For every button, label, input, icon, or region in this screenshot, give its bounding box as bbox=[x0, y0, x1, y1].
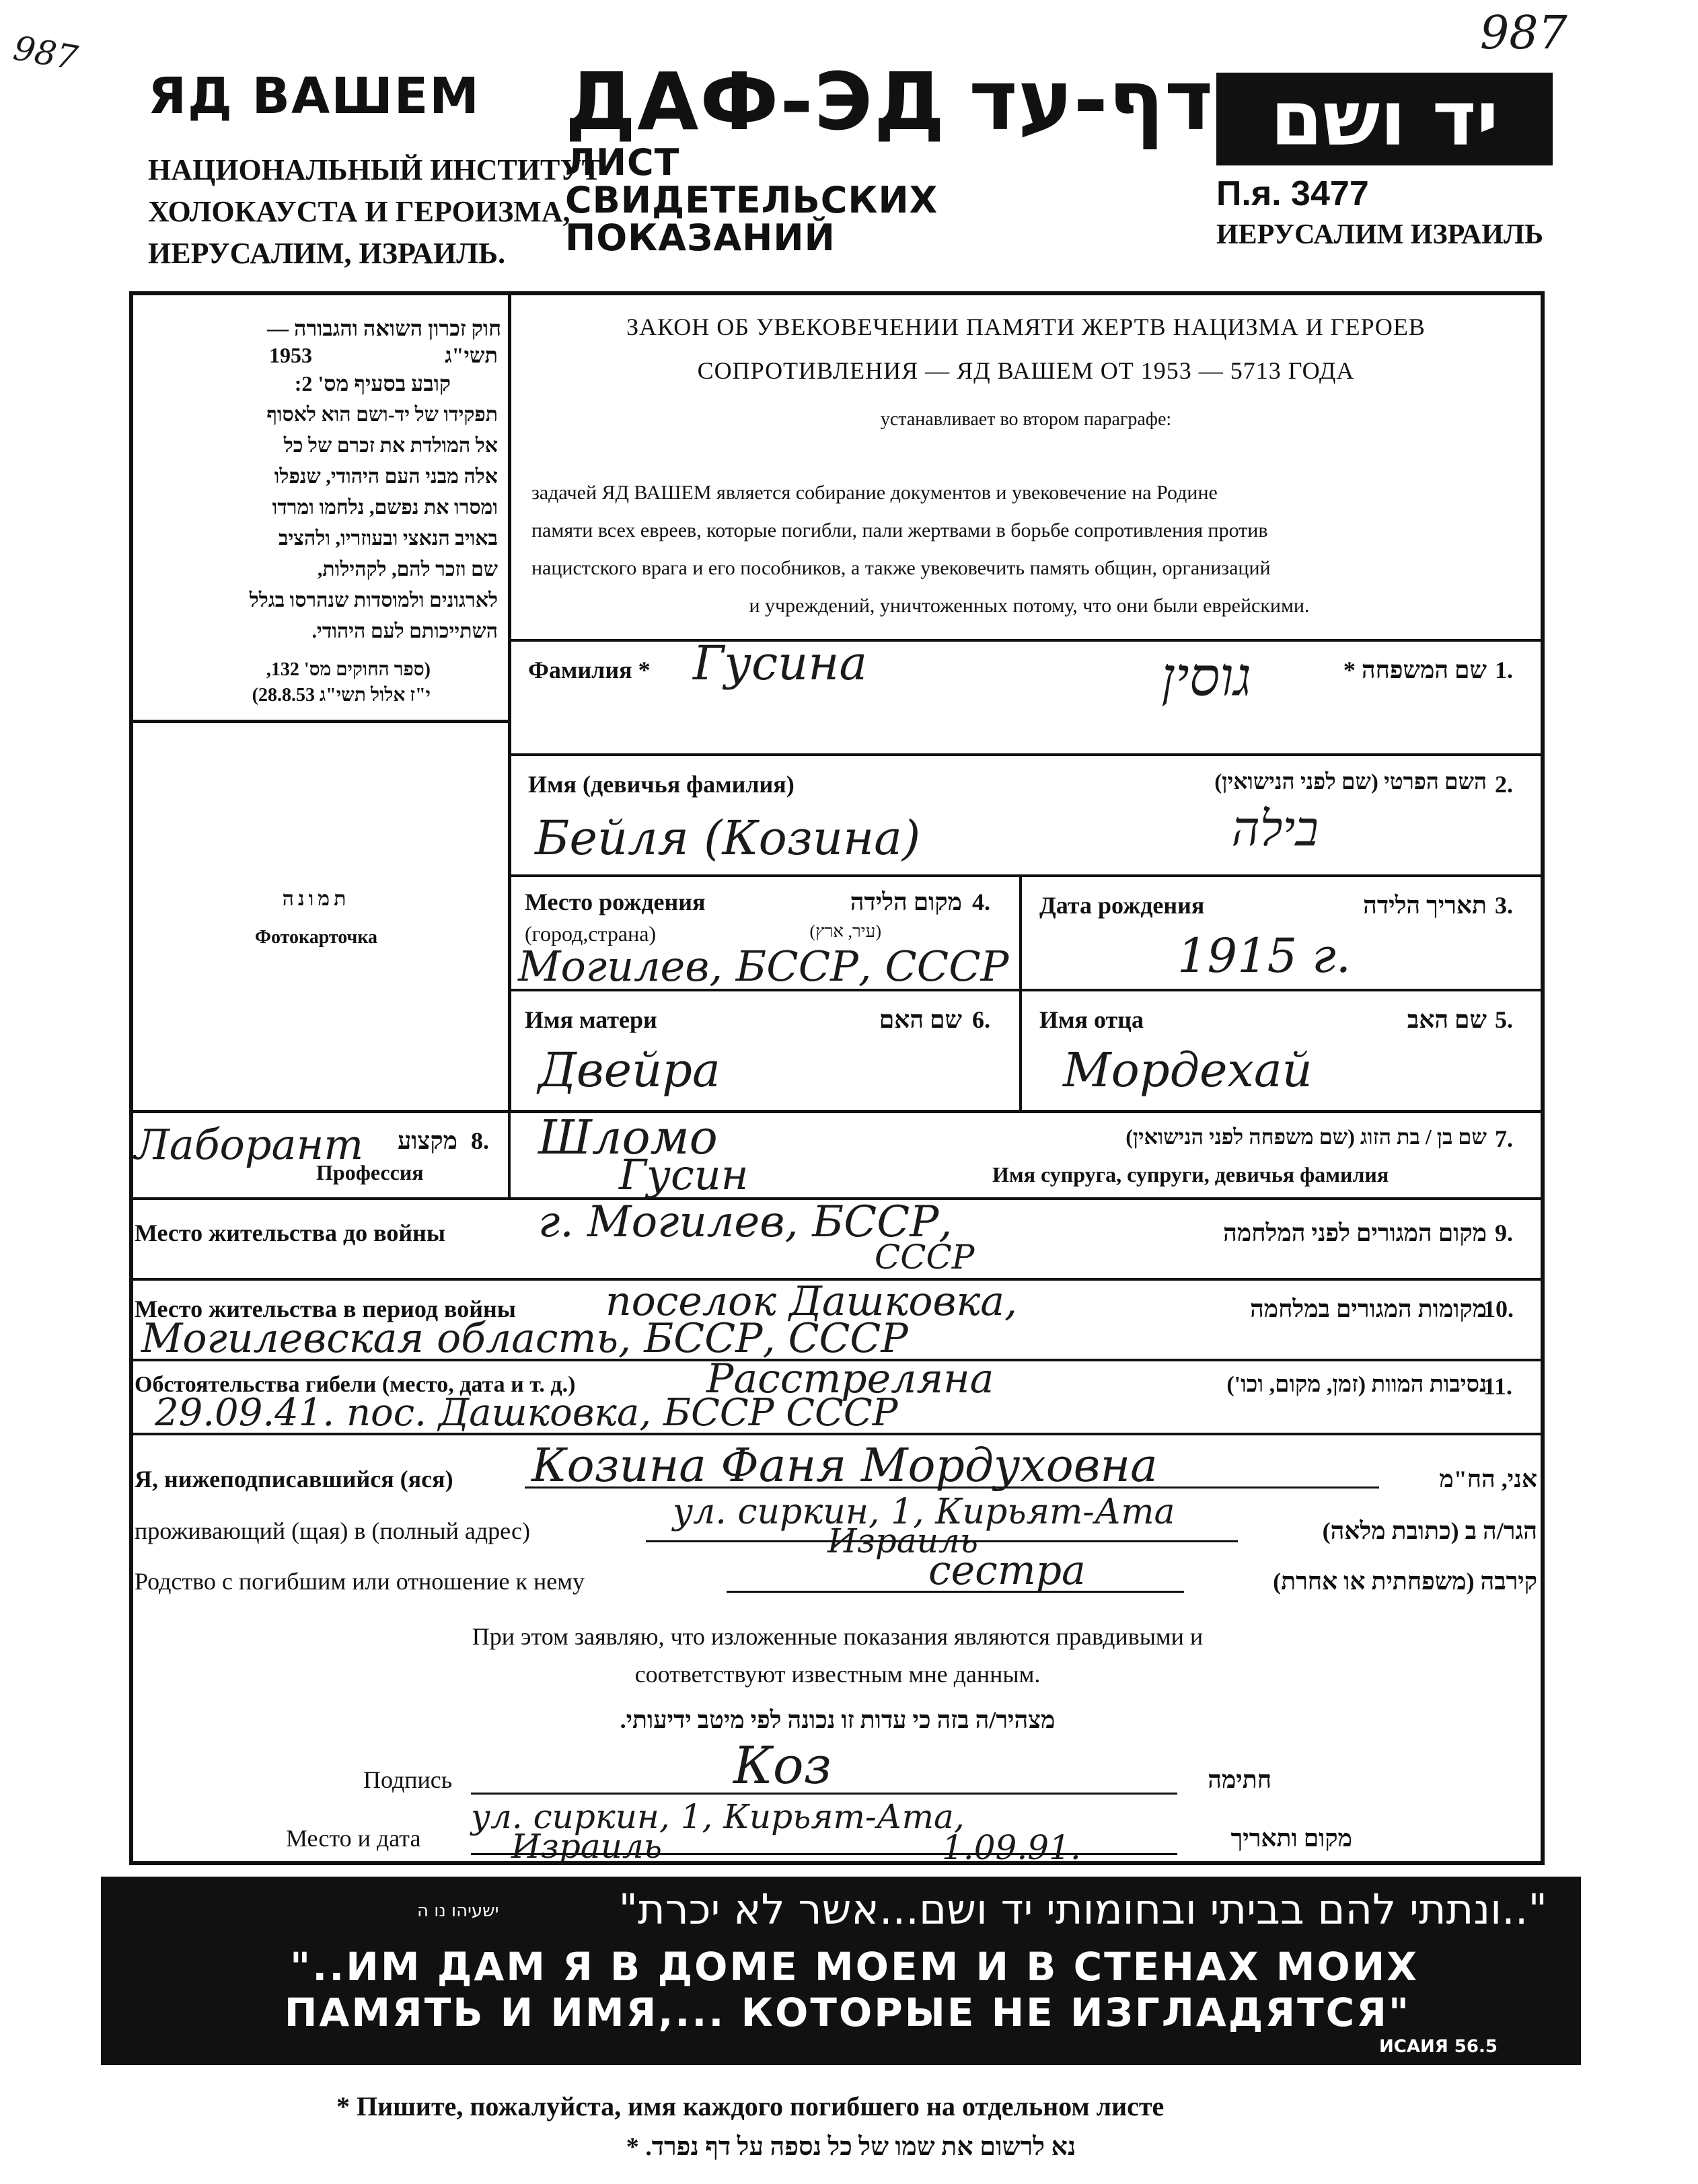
spouse-first-name-value[interactable]: Шломо bbox=[538, 1110, 718, 1165]
spouse-last-name-value[interactable]: Гусин bbox=[619, 1150, 749, 1199]
profession-label: Профессия bbox=[316, 1160, 424, 1184]
law-heb-line-1: תפקידו של יד-ושם הוא לאסוף bbox=[266, 404, 498, 426]
wartime-residence-num: 10. bbox=[1483, 1295, 1514, 1322]
law-ru-line-3: нацистского врага и его пособников, а также увековечить память общин, организаций bbox=[531, 557, 1271, 579]
spouse-num: 7. bbox=[1495, 1125, 1513, 1152]
mother-name-label-heb: שם האם bbox=[879, 1006, 962, 1033]
sheet-title bbox=[565, 141, 938, 259]
declaration-line-2: соответствуют известным мне данным. bbox=[634, 1661, 1041, 1688]
yad-vashem-logo: יד ושם bbox=[1216, 73, 1553, 165]
footer-quote-banner bbox=[101, 1877, 1581, 2065]
law-ru-body bbox=[531, 474, 1527, 625]
relation-value[interactable]: сестра bbox=[928, 1547, 1086, 1594]
birth-place-sublabel-heb: (עיר, ארץ) bbox=[809, 921, 881, 941]
photo-label-heb: תמונה bbox=[282, 888, 350, 910]
father-name-label: Имя отца bbox=[1039, 1006, 1144, 1033]
prewar-residence-label-heb: מקום המגורים לפני המלחמה bbox=[1223, 1219, 1487, 1246]
birth-date-label-heb: תאריך הלידה bbox=[1363, 892, 1487, 919]
first-name-hebrew-value[interactable]: בילה bbox=[1231, 800, 1319, 857]
death-circumstances-value-2[interactable]: 29.09.41. пос. Дашковка, БССР СССР bbox=[155, 1391, 898, 1435]
relation-label: Родство с погибшим или отношение к нему bbox=[135, 1568, 585, 1595]
witness-name-label-heb: אני, הח"מ bbox=[1439, 1466, 1537, 1493]
institute-line-3: ИЕРУСАЛИМ, ИЗРАИЛЬ. bbox=[148, 237, 506, 270]
photo-label-ru: Фотокарточка bbox=[254, 927, 378, 948]
prewar-residence-label: Место жительства до войны bbox=[135, 1219, 445, 1246]
witness-address-label-heb: הגר/ה ב (כתובת מלאה) bbox=[1322, 1517, 1537, 1544]
law-heb-line-8: השתייכותם לעם היהודי. bbox=[311, 620, 498, 642]
death-circumstances-num: 11. bbox=[1483, 1373, 1513, 1400]
father-name-value[interactable]: Мордехай bbox=[1063, 1043, 1313, 1098]
first-name-value[interactable]: Бейля (Козина) bbox=[535, 811, 921, 866]
institute-line-2: ХОЛОКАУСТА И ГЕРОИЗМА, bbox=[148, 195, 570, 228]
birth-date-value[interactable]: 1915 г. bbox=[1177, 928, 1352, 983]
quote-russian-line-1: "..ИМ ДАМ Я В ДОМЕ МОЕМ И В СТЕНАХ МОИХ bbox=[290, 1944, 1419, 1990]
surname-num: 1. bbox=[1495, 656, 1513, 683]
sheet-title-line-1: ЛИСТ bbox=[565, 141, 680, 184]
witness-name-value[interactable]: Козина Фаня Мордуховна bbox=[531, 1439, 1158, 1493]
row-3-5-divider bbox=[1019, 874, 1022, 1110]
law-heb-year: 1953 bbox=[269, 343, 312, 367]
first-name-label: Имя (девичья фамилия) bbox=[528, 771, 795, 798]
footnote-russian: * Пишите, пожалуйста, имя каждого погибшего на отдельном листе bbox=[336, 2091, 1165, 2121]
birth-place-num: 4. bbox=[972, 889, 990, 915]
law-heb-line-6: שם וזכר להם, לקהילות, bbox=[317, 558, 498, 580]
birth-place-label-heb: מקום הלידה bbox=[850, 889, 962, 915]
law-ru-line-4: и учреждений, уничтоженных потому, что они были еврейскими. bbox=[749, 595, 1310, 617]
row-line-1 bbox=[508, 639, 1545, 642]
law-heb-title: חוק זכרון השואה והגבורה — bbox=[267, 316, 501, 340]
law-ru-title-1: ЗАКОН ОБ УВЕКОВЕЧЕНИИ ПАМЯТИ ЖЕРТВ НАЦИЗМА И ГЕРОЕВ bbox=[626, 313, 1426, 340]
law-ru-line-2: памяти всех евреев, которые погибли, пали жертвами в борьбе сопротивления против bbox=[531, 519, 1268, 541]
row-line-5 bbox=[129, 1110, 1545, 1113]
surname-hebrew-value[interactable]: גוסין bbox=[1161, 646, 1251, 708]
signature-line bbox=[471, 1793, 1177, 1795]
law-heb-line-7: לארגונים ולמוסדות שנהרסו בגלל bbox=[249, 589, 498, 611]
place-date-line bbox=[471, 1853, 1177, 1855]
relation-label-heb: קירבה (משפחתית או אחרת) bbox=[1273, 1568, 1537, 1595]
signature-label-heb: חתימה bbox=[1208, 1766, 1271, 1793]
witness-name-label: Я, нижеподписавшийся (яся) bbox=[135, 1466, 453, 1493]
birth-date-label: Дата рождения bbox=[1039, 892, 1205, 919]
birth-place-sublabel: (город,страна) bbox=[525, 921, 657, 946]
spouse-label-heb: שם בן / בת הזוג (שם משפחה לפני הנישואין) bbox=[1125, 1125, 1487, 1149]
place-date-value-3[interactable]: 1.09.91. bbox=[942, 1828, 1081, 1867]
profession-num: 8. bbox=[471, 1127, 489, 1154]
law-heb-year-heb: תשי"ג bbox=[445, 343, 498, 367]
institute-line-1: НАЦИОНАЛЬНЫЙ ИНСТИТУТ bbox=[148, 153, 601, 186]
father-name-label-heb: שם האב bbox=[1407, 1006, 1487, 1033]
quote-russian-line-2: ПАМЯТЬ И ИМЯ,... КОТОРЫЕ НЕ ИЗГЛАДЯТСЯ" bbox=[284, 1990, 1411, 2035]
row-line-2 bbox=[508, 753, 1545, 756]
yad-vashem-title: ЯД ВАШЕМ bbox=[148, 67, 480, 125]
profession-value[interactable]: Лаборант bbox=[135, 1120, 364, 1169]
spouse-label: Имя супруга, супруги, девичья фамилия bbox=[992, 1162, 1389, 1187]
institute-name bbox=[148, 149, 601, 274]
death-circumstances-label-heb: נסיבות המוות (זמן, מקום, וכו') bbox=[1226, 1372, 1487, 1397]
law-ru-title-2: СОПРОТИВЛЕНИЯ — ЯД ВАШЕМ ОТ 1953 — 5713 ГОДА bbox=[697, 357, 1355, 384]
prewar-residence-num: 9. bbox=[1495, 1219, 1513, 1246]
declaration-line-1: При этом заявляю, что изложенные показания являются правдивыми и bbox=[472, 1623, 1204, 1650]
daf-ed-title: ДАФ-ЭД bbox=[565, 55, 947, 148]
law-box-bottom-line bbox=[129, 720, 511, 723]
witness-address-label: проживающий (щая) в (полный адрес) bbox=[135, 1517, 530, 1544]
wartime-residence-value-2[interactable]: Могилевская область, БССР, СССР bbox=[141, 1315, 908, 1362]
profession-divider bbox=[508, 1110, 511, 1197]
law-ru-subtitle: устанавливает во втором параграфе: bbox=[880, 409, 1172, 430]
first-name-label-heb: השם הפרטי (שם לפני הנישואין) bbox=[1214, 770, 1487, 794]
law-heb-clause: קובע בסעיף מס' 2: bbox=[294, 371, 451, 396]
law-ru-line-1: задачей ЯД ВАШЕМ является собирание документов и увековечение на Родине bbox=[531, 482, 1218, 504]
row-line-3 bbox=[508, 874, 1545, 877]
death-circumstances-value-1[interactable]: Расстреляна bbox=[706, 1355, 994, 1402]
mother-name-label: Имя матери bbox=[525, 1006, 657, 1033]
sheet-title-line-3: ПОКАЗАНИЙ bbox=[565, 217, 836, 259]
law-heb-line-4: ומסרו את נפשם, נלחמו ומרדו bbox=[272, 496, 498, 519]
prewar-residence-value-1[interactable]: г. Могилев, БССР, bbox=[538, 1197, 953, 1247]
first-name-num: 2. bbox=[1495, 771, 1513, 798]
law-heb-line-3: אלה מבני העם היהודי, שנפלו bbox=[274, 465, 498, 488]
law-heb-body bbox=[135, 400, 498, 647]
daf-ed-hebrew-title: דף-עד bbox=[969, 52, 1214, 149]
witness-address-value-1[interactable]: ул. сиркин, 1, Кирьят-Ата bbox=[673, 1492, 1175, 1532]
law-heb-line-5: באויב הנאצי ובעוזריו, ולהציב bbox=[278, 527, 498, 550]
father-name-num: 5. bbox=[1495, 1006, 1513, 1033]
surname-label: Фамилия * bbox=[528, 656, 651, 683]
witness-address-value-2[interactable]: Израиль bbox=[827, 1521, 978, 1560]
birth-place-value[interactable]: Могилев, БССР, СССР bbox=[518, 942, 1009, 991]
quote-hebrew: "..ונתתי להם בביתי ובחומותי יד ושם...אשר לא יכרת" bbox=[618, 1885, 1547, 1934]
wartime-residence-value-1[interactable]: поселок Дашковка, bbox=[605, 1278, 1018, 1325]
footnote-hebrew: נא לרשום את שמו של כל נספה על דף נפרד. * bbox=[626, 2133, 1076, 2161]
mother-name-value[interactable]: Двейра bbox=[538, 1043, 721, 1098]
sheet-title-line-2: СВИДЕТЕЛЬСКИХ bbox=[565, 179, 938, 221]
place-date-value-2[interactable]: Израиль bbox=[511, 1827, 662, 1866]
wartime-residence-label: Место жительства в период войны bbox=[135, 1295, 516, 1322]
death-circumstances-label: Обстоятельства гибели (место, дата и т. д.) bbox=[135, 1372, 576, 1397]
mother-name-num: 6. bbox=[972, 1006, 990, 1033]
profession-label-heb: מקצוע bbox=[397, 1127, 457, 1154]
birth-place-label: Место рождения bbox=[525, 889, 706, 915]
surname-label-heb: שם המשפחה * bbox=[1343, 656, 1487, 683]
signature-label: Подпись bbox=[363, 1766, 453, 1793]
isaiah-ru-ref: ИСАИЯ 56.5 bbox=[1379, 2037, 1498, 2057]
place-date-label-heb: מקום ותאריך bbox=[1230, 1825, 1352, 1852]
relation-line bbox=[727, 1591, 1184, 1593]
header-address: ИЕРУСАЛИМ ИЗРАИЛЬ bbox=[1216, 219, 1543, 250]
prewar-residence-value-2[interactable]: СССР bbox=[875, 1238, 975, 1277]
page-number-right: 987 bbox=[1480, 7, 1567, 60]
witness-address-line bbox=[646, 1540, 1238, 1542]
place-date-value-1[interactable]: ул. сиркин, 1, Кирьят-Ата, bbox=[471, 1797, 965, 1836]
place-date-label: Место и дата bbox=[286, 1825, 421, 1852]
po-box: П.я. 3477 bbox=[1216, 174, 1369, 213]
signature-value[interactable]: Коз bbox=[733, 1735, 832, 1795]
page-number-left: 987 bbox=[10, 28, 81, 78]
declaration-heb: מצהיר/ה בזה כי עדות זו נכונה לפי מיטב ידיעותי. bbox=[620, 1706, 1056, 1733]
law-heb-date: י"ז אלול תשי"ג 28.8.53) bbox=[252, 685, 431, 706]
law-heb-line-2: אל המולדת את זכרם של כל bbox=[283, 435, 498, 457]
wartime-residence-label-heb: מקומות המגורים במלחמה bbox=[1250, 1295, 1487, 1322]
surname-value[interactable]: Гусина bbox=[693, 636, 868, 691]
law-heb-source: (ספר החוקים מס' 132, bbox=[266, 659, 431, 680]
witness-name-line bbox=[525, 1486, 1379, 1489]
birth-date-num: 3. bbox=[1495, 892, 1513, 919]
isaiah-heb-ref: ישעיהו נו ה bbox=[417, 1901, 499, 1921]
